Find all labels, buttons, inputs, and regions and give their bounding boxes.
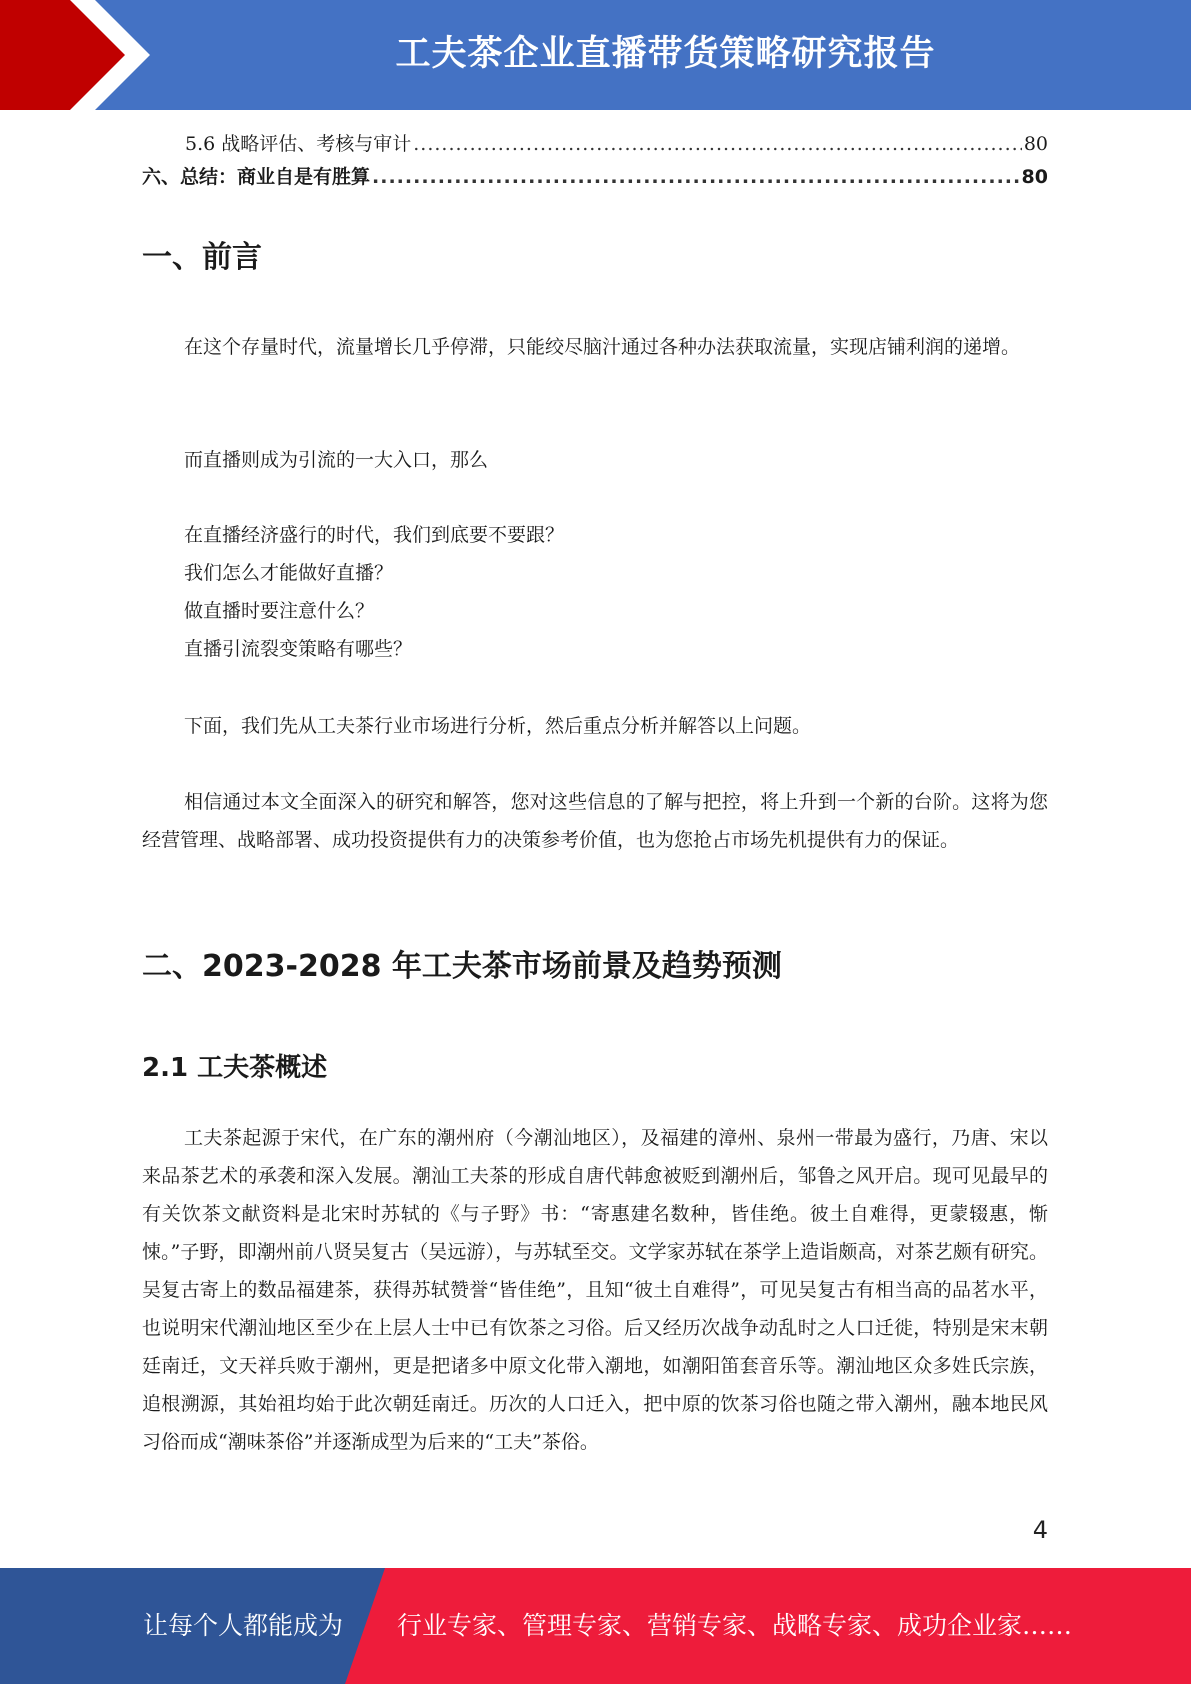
question-line: 直播引流裂变策略有哪些？ xyxy=(184,638,413,660)
header-chevron-decoration xyxy=(0,0,160,110)
toc-entry-label: 六、总结：商业自是有胜算 xyxy=(142,166,371,188)
paragraph: 下面，我们先从工夫茶行业市场进行分析，然后重点分析并解答以上问题。 xyxy=(184,715,812,737)
report-title: 工夫茶企业直播带货策略研究报告 xyxy=(395,34,936,74)
toc-entry-page: 80 xyxy=(1021,166,1048,188)
question-line: 在直播经济盛行的时代，我们到底要不要跟？ xyxy=(184,524,565,546)
article xyxy=(142,0,1048,1560)
toc-entry-page: 80 xyxy=(1023,133,1048,155)
toc-entry-label: 5.6 战略评估、考核与审计 xyxy=(185,133,412,155)
paragraph: 在这个存量时代，流量增长几乎停滞，只能绞尽脑汁通过各种办法获取流量，实现店铺利润的递增。 xyxy=(184,336,1021,358)
paragraph: 相信通过本文全面深入的研究和解答，您对这些信息的了解与把控，将上升到一个新的台阶。这将为您经营管理、战略部署、成功投资提供有力的决策参考价值，也为您抢占市场先机提供有力的保证。 xyxy=(142,791,1048,851)
section-heading-preface: 一、前言 xyxy=(142,240,262,275)
footer-slogan-left: 让每个人都能成为 xyxy=(143,1611,344,1640)
section-heading-market: 二、2023-2028 年工夫茶市场前景及趋势预测 xyxy=(142,949,782,984)
question-line: 做直播时要注意什么？ xyxy=(184,600,375,622)
footer-slogan-right: 行业专家、管理专家、营销专家、战略专家、成功企业家…… xyxy=(397,1611,1073,1640)
question-line: 我们怎么才能做好直播？ xyxy=(184,562,394,584)
page-number: 4 xyxy=(1032,1516,1048,1544)
paragraph: 而直播则成为引流的一大入口，那么 xyxy=(184,449,489,471)
subsection-heading-overview: 2.1 工夫茶概述 xyxy=(142,1053,328,1083)
paragraph: 工夫茶起源于宋代，在广东的潮州府（今潮汕地区），及福建的漳州、泉州一带最为盛行，乃唐、宋以来品茶艺术的承袭和深入发展。潮汕工夫茶的形成自唐代韩愈被贬到潮州后，邹鲁之风开启。现可见最早的有关饮茶文献资料是北宋时苏轼的《与子野》书：“寄惠建名数种，皆佳绝。彼土自难得，更蒙辍惠，惭悚。”子野，即潮州前八贤吴复古（吴远游），与苏轼至交。文学家苏轼在茶学上造诣颇高，对茶艺颇有研究。吴复古寄上的数品福建茶，获得苏轼赞誉“皆佳绝”，且知“彼土自难得”，可见吴复古有相当高的品茗水平，也说明宋代潮汕地区至少在上层人士中已有饮茶之习俗。后又经历次战争动乱时之人口迁徙，特别是宋末朝廷南迁，文天祥兵败于潮州，更是把诸多中原文化带入潮地，如潮阳笛套音乐等。潮汕地区众多姓氏宗族，追根溯源，其始祖均始于此次朝廷南迁。历次的人口迁入，把中原的饮茶习俗也随之带入潮州，融本地民风习俗而成“潮味茶俗”并逐渐成型为后来的“工夫”茶俗。 xyxy=(142,1127,1048,1453)
page-footer xyxy=(0,1568,1191,1684)
